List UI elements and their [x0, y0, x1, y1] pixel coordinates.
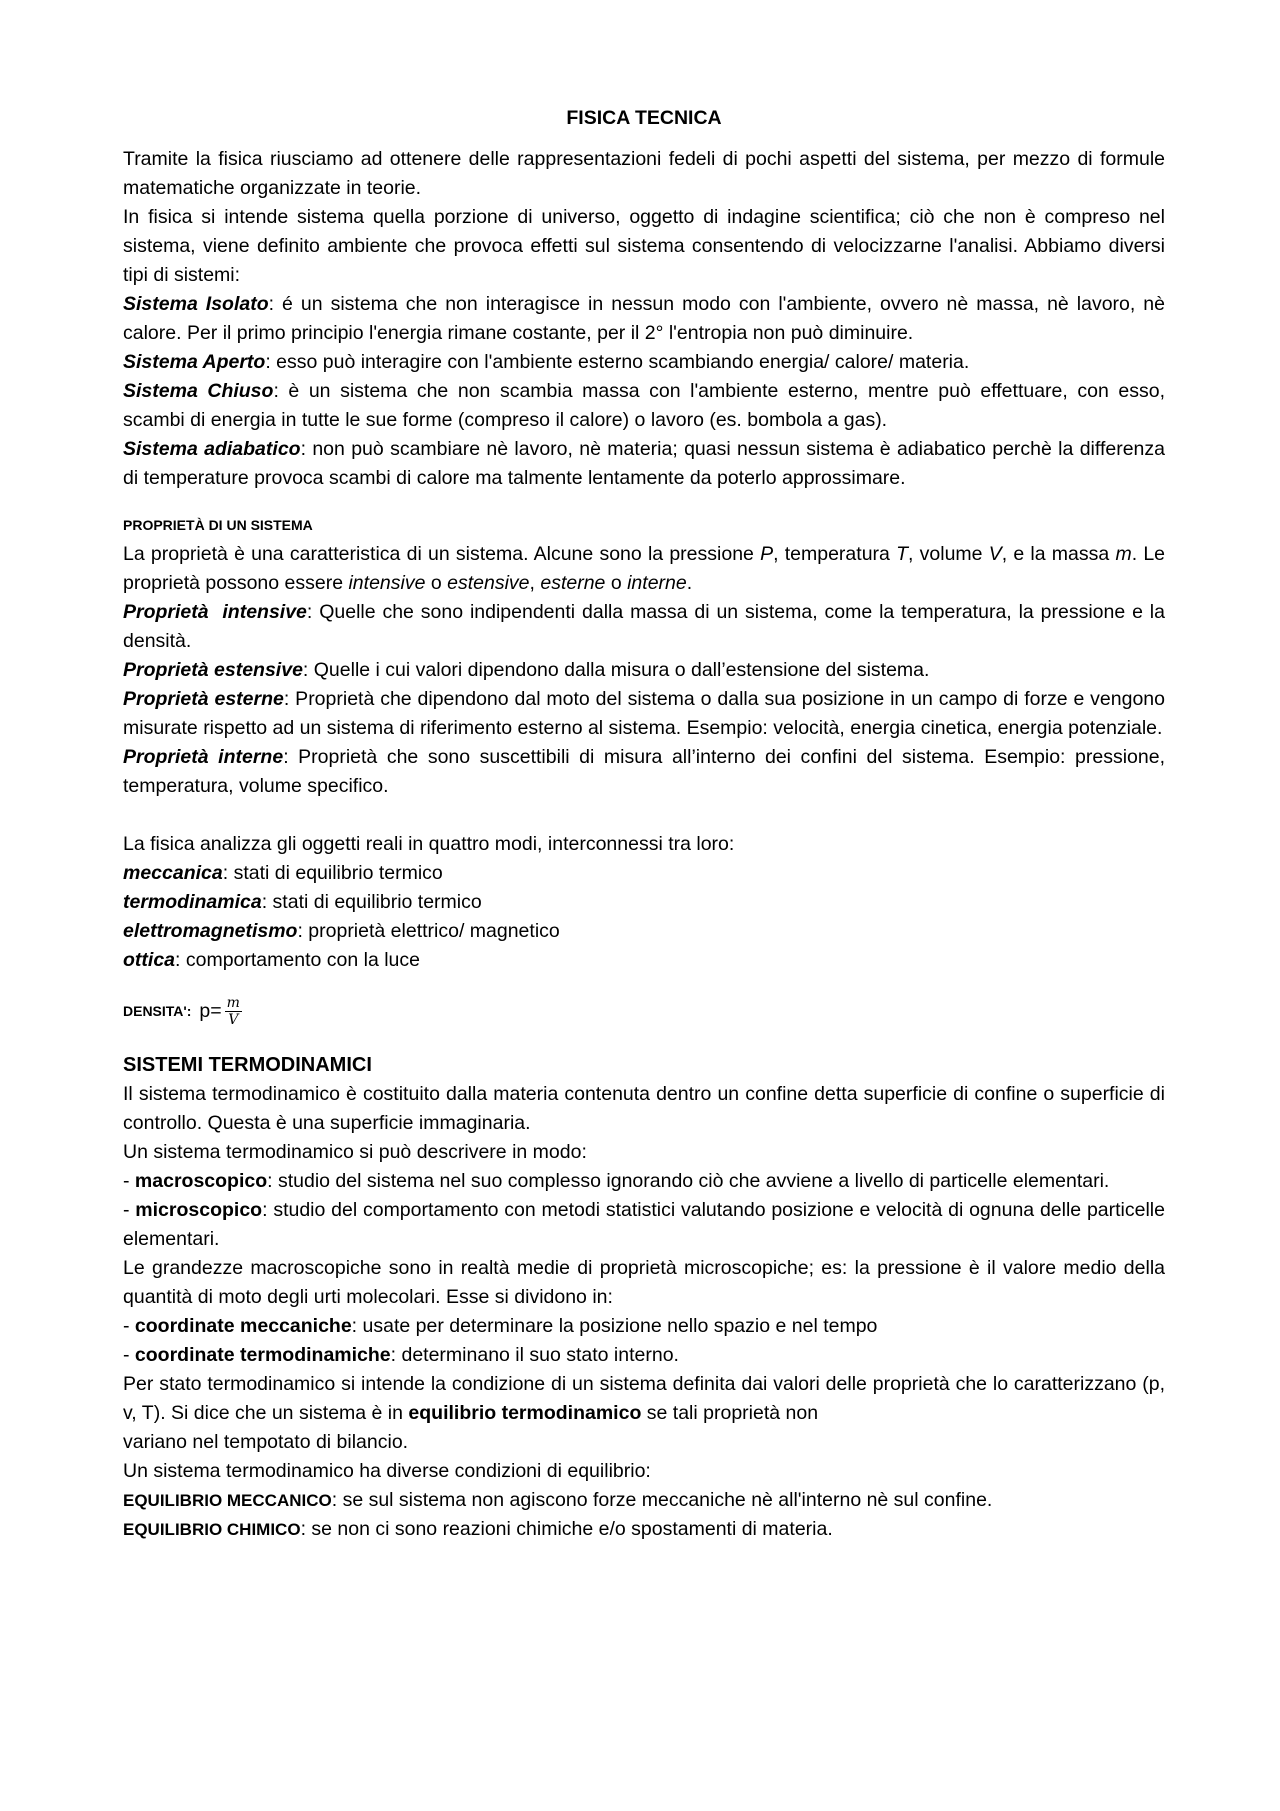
definition: : Proprietà che sono suscettibili di misura all’interno dei confini del sistema. Esempio: pressione, temperatura, volume specifico.	[123, 746, 1165, 797]
thermo-microscopico: - microscopico: studio del comportamento con metodi statistici valutando posizione e velocità di ognuna delle particelle elementari.	[123, 1199, 1165, 1250]
mode-termodinamica: termodinamica: stati di equilibrio termico	[123, 891, 482, 913]
thermo-paragraph-4: Per stato termodinamico si intende la condizione di un sistema definita dai valori delle proprietà che lo caratterizzano (p, v, T). Si dice che un sistema è in equilibrio termodinamico se tali proprietà non	[123, 1373, 1165, 1424]
properties-heading: PROPRIETÀ DI UN SISTEMA	[123, 517, 313, 533]
document-page	[123, 104, 1165, 1544]
property-esterne	[123, 685, 1165, 743]
density-fraction	[225, 995, 242, 1028]
mode-ottica: ottica: comportamento con la luce	[123, 949, 420, 971]
definition: : esso può interagire con l'ambiente esterno scambiando energia/ calore/ materia.	[265, 351, 970, 373]
coord-meccaniche: - coordinate meccaniche: usate per determinare la posizione nello spazio e nel tempo	[123, 1315, 878, 1337]
thermo-heading: SISTEMI TERMODINAMICI	[123, 1054, 372, 1076]
system-isolato	[123, 290, 1165, 348]
density-denominator: V	[228, 1011, 239, 1028]
properties-intro: La proprietà è una caratteristica di un sistema. Alcune sono la pressione P, temperatura T, volume V, e la massa m. Le proprietà possono essere intensive o estensive, esterne o interne.	[123, 543, 1166, 594]
term: Sistema Chiuso	[123, 380, 274, 402]
thermo-paragraph-3: Le grandezze macroscopiche sono in realtà medie di proprietà microscopiche; es: la pressione è il valore medio della quantità di moto degli urti molecolari. Esse si dividono in:	[123, 1257, 1165, 1308]
system-chiuso	[123, 377, 1165, 435]
property-interne	[123, 743, 1165, 801]
term: Proprietà intensive	[123, 601, 307, 623]
term: Proprietà interne	[123, 746, 284, 768]
definition: : non può scambiare nè lavoro, nè materia; quasi nessun sistema è adiabatico perchè la differenza di temperature provoca scambi di calore ma talmente lentamente da poterlo approssimare.	[123, 438, 1165, 489]
term: Sistema Aperto	[123, 351, 266, 373]
equilibrio-chimico: EQUILIBRIO CHIMICO: se non ci sono reazioni chimiche e/o spostamenti di materia.	[123, 1518, 833, 1540]
thermo-macroscopico: - macroscopico: studio del sistema nel suo complesso ignorando ciò che avviene a livello di particelle elementari.	[123, 1170, 1110, 1192]
thermo-paragraph-2: Un sistema termodinamico si può descrivere in modo:	[123, 1141, 587, 1163]
term: Proprietà esterne	[123, 688, 284, 710]
thermo-paragraph-5: Un sistema termodinamico ha diverse condizioni di equilibrio:	[123, 1460, 651, 1482]
definition: : é un sistema che non interagisce in nessun modo con l'ambiente, ovvero nè massa, nè lavoro, nè calore. Per il primo principio l'energia rimane costante, per il 2° l'entropia non può diminuire.	[123, 293, 1165, 344]
equilibrio-meccanico: EQUILIBRIO MECCANICO: se sul sistema non agiscono forze meccaniche nè all'interno nè sul confine.	[123, 1489, 993, 1511]
mode-meccanica: meccanica: stati di equilibrio termico	[123, 862, 443, 884]
density-lhs: p=	[199, 999, 222, 1022]
modes-intro: La fisica analizza gli oggetti reali in quattro modi, interconnessi tra loro:	[123, 833, 735, 855]
definition: : Proprietà che dipendono dal moto del sistema o dalla sua posizione in un campo di forze e vengono misurate rispetto ad un sistema di riferimento esterno al sistema. Esempio: velocità, energia cinetica, energia potenziale.	[123, 688, 1165, 739]
density-label: DENSITA':	[123, 1002, 192, 1019]
system-aperto	[123, 348, 1165, 377]
definition: : è un sistema che non scambia massa con l'ambiente esterno, mentre può effettuare, con esso, scambi di energia in tutte le sue forme (compreso il calore) o lavoro (es. bombola a gas).	[123, 380, 1165, 431]
mode-elettromagnetismo: elettromagnetismo: proprietà elettrico/ magnetico	[123, 920, 560, 942]
spacer	[123, 801, 1165, 830]
density-formula	[123, 989, 1165, 1033]
thermo-paragraph-1: Il sistema termodinamico è costituito dalla materia contenuta dentro un confine detta superficie di confine o superficie di controllo. Questa è una superficie immaginaria.	[123, 1083, 1165, 1134]
page-title: FISICA TECNICA	[566, 107, 722, 129]
system-adiabatico	[123, 435, 1165, 493]
term: Sistema adiabatico	[123, 438, 301, 460]
coord-termodinamiche: - coordinate termodinamiche: determinano il suo stato interno.	[123, 1344, 679, 1366]
property-estensive	[123, 656, 1165, 685]
definition: : Quelle i cui valori dipendono dalla misura o dall’estensione del sistema.	[302, 659, 930, 681]
definition: : Quelle che sono indipendenti dalla massa di un sistema, come la temperatura, la pressione e la densità.	[123, 601, 1165, 652]
thermo-paragraph-4-end: variano nel tempotato di bilancio.	[123, 1431, 409, 1453]
term: Proprietà estensive	[123, 659, 303, 681]
intro-paragraph-1: Tramite la fisica riusciamo ad ottenere delle rappresentazioni fedeli di pochi aspetti del sistema, per mezzo di formule matematiche organizzate in teorie.	[123, 148, 1165, 199]
density-numerator: m	[226, 994, 240, 1011]
intro-paragraph-2: In fisica si intende sistema quella porzione di universo, oggetto di indagine scientifica; ciò che non è compreso nel sistema, viene definito ambiente che provoca effetti sul sistema consentendo di velocizzarne l'analisi. Abbiamo diversi tipi di sistemi:	[123, 206, 1165, 286]
property-intensive	[123, 598, 1165, 656]
term: Sistema Isolato	[123, 293, 269, 315]
